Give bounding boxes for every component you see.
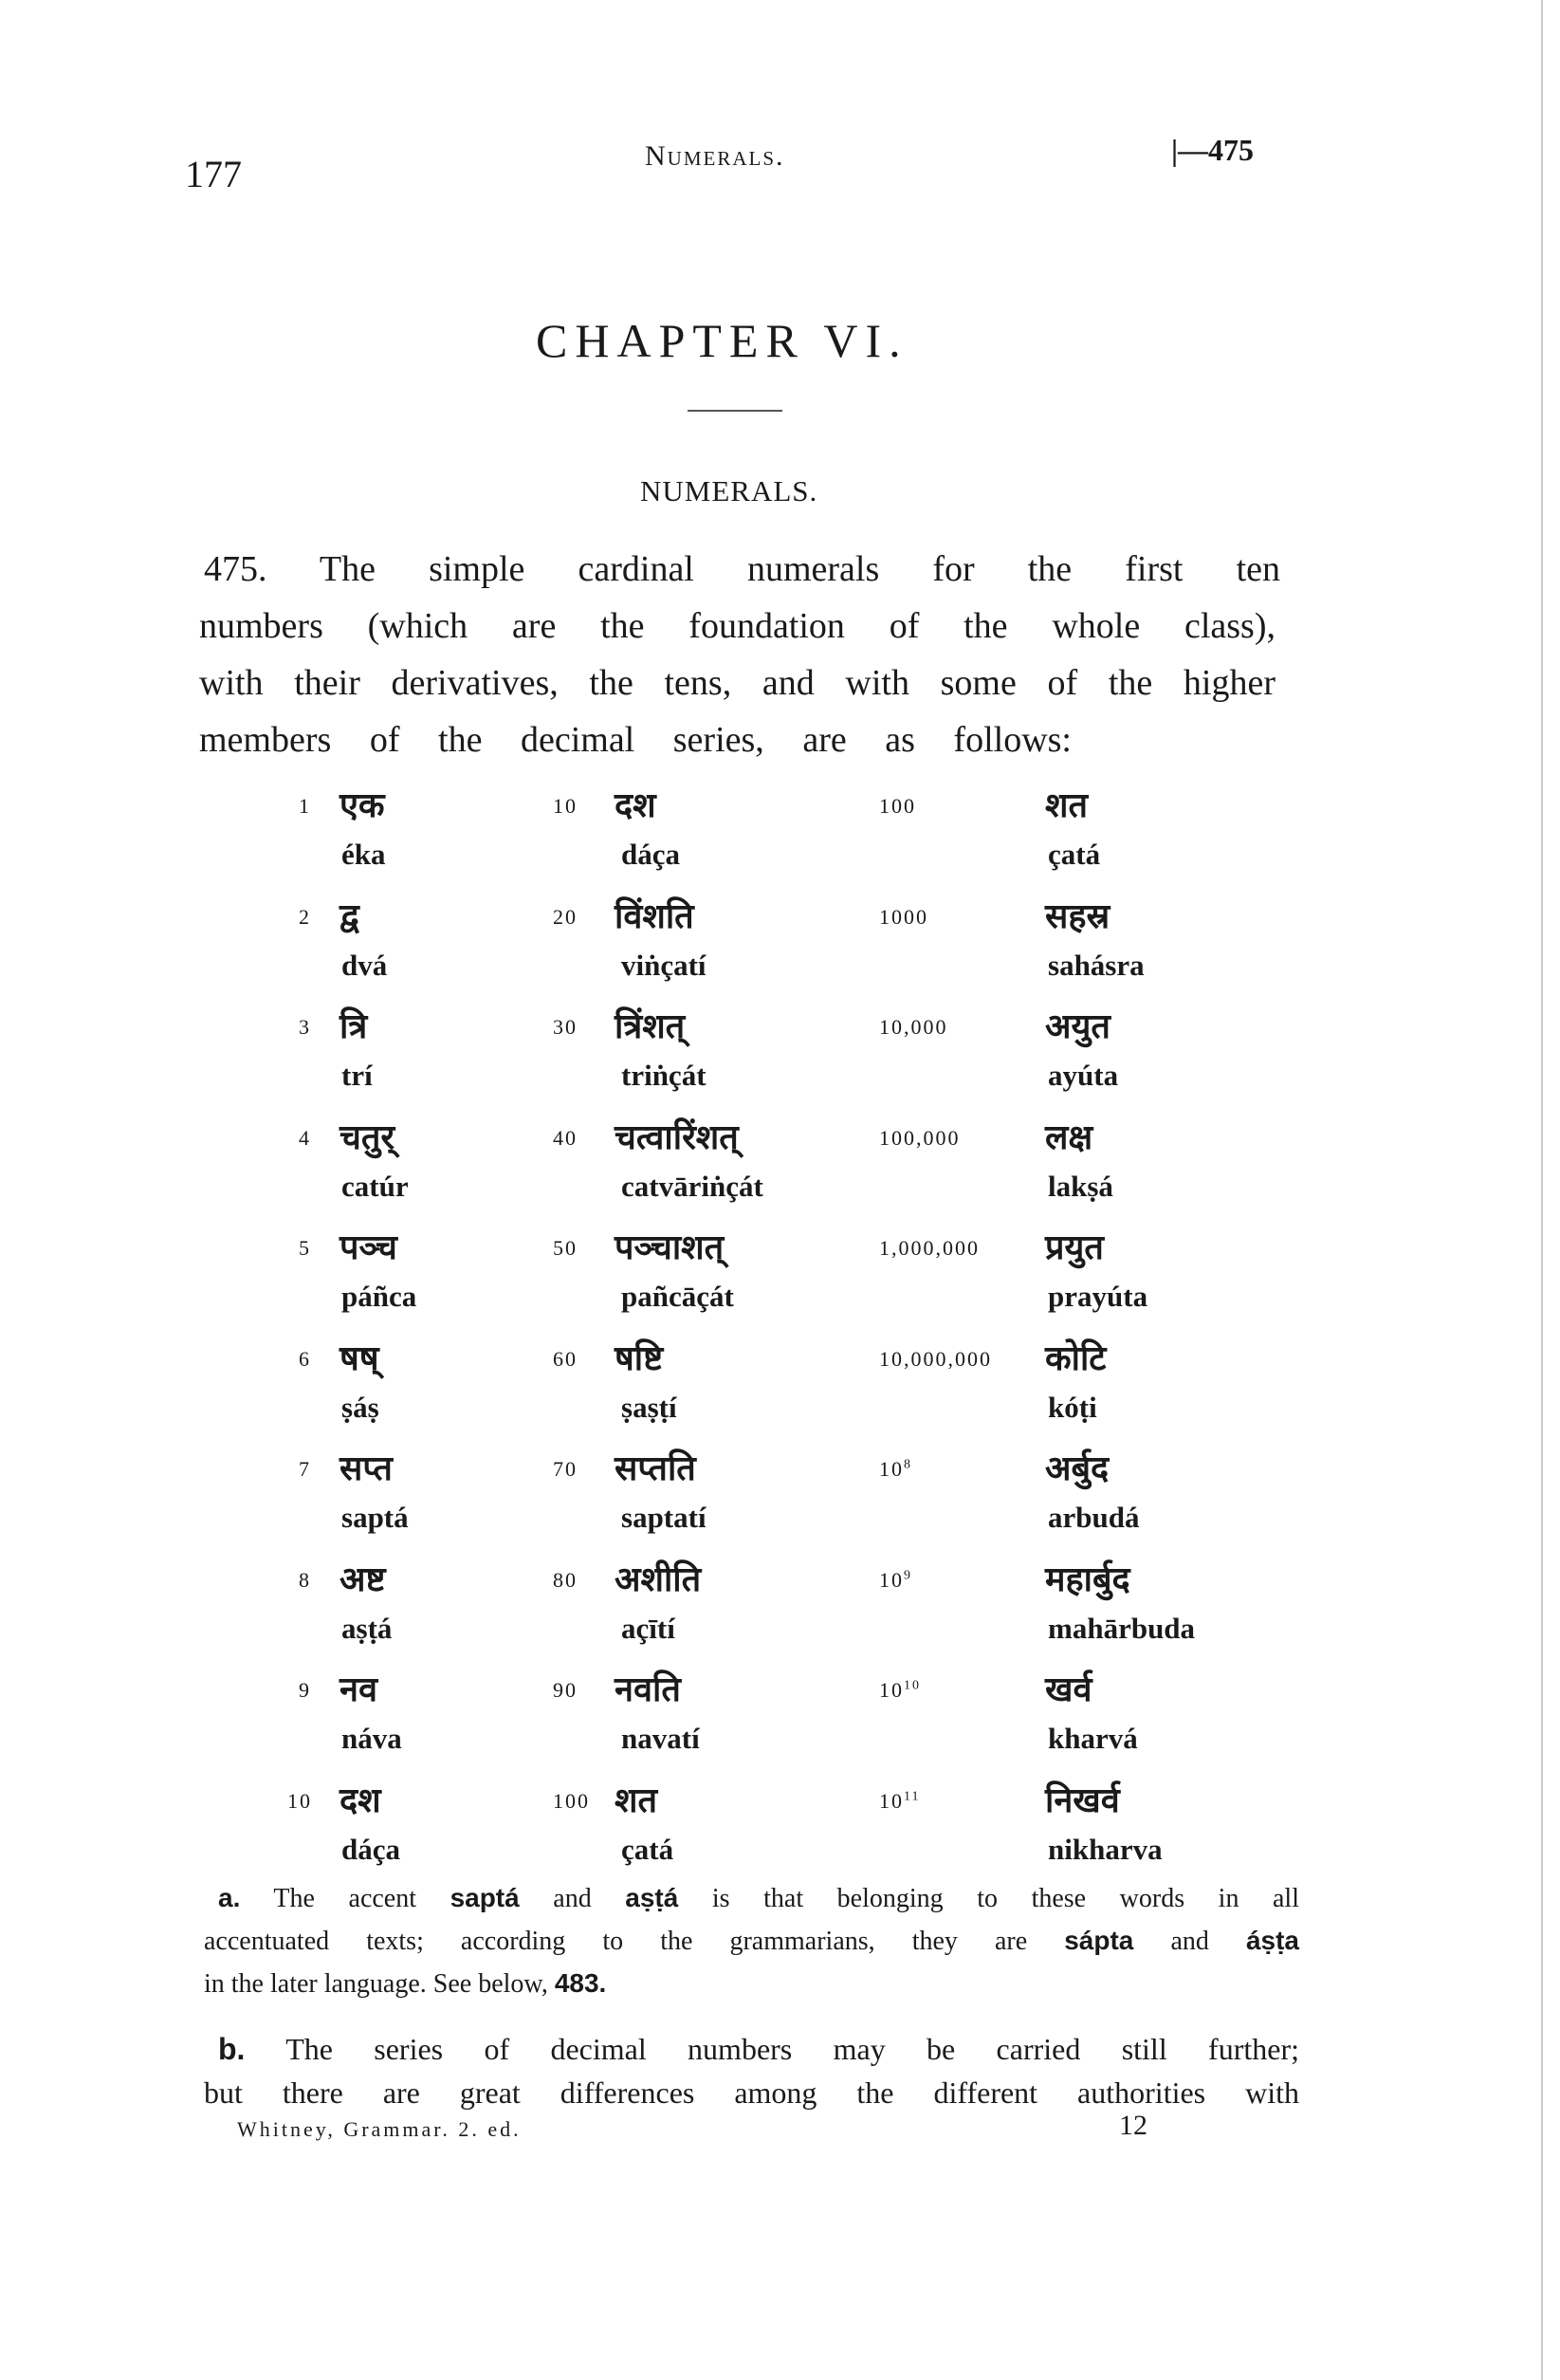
figure: 20 [553, 904, 578, 929]
devanagari-numeral: चतुर् [340, 1117, 395, 1157]
transliteration: lakṣá [1048, 1169, 1113, 1203]
text: and [1133, 1927, 1246, 1956]
devanagari-numeral: दश [615, 786, 656, 825]
figure: 10 [879, 1788, 904, 1813]
devanagari-numeral: चत्वारिंशत् [615, 1117, 739, 1157]
devanagari-numeral: खर्व [1045, 1670, 1092, 1709]
transliteration: dáça [621, 838, 680, 871]
note-b-line2: but there are great differences among the different authorities with [204, 2076, 1299, 2110]
devanagari-numeral: नवति [615, 1670, 681, 1709]
exponent: 11 [904, 1789, 921, 1804]
numeral-figure [879, 794, 916, 819]
numeral-figure [879, 1457, 912, 1482]
intro-line: 475. The simple cardinal numerals for the first ten [204, 549, 1280, 589]
numeral-figure [879, 1678, 921, 1703]
note-label: a. [218, 1883, 241, 1912]
running-title: Numerals. [645, 140, 785, 172]
devanagari-numeral: दश [340, 1780, 381, 1820]
figure: 3 [299, 1015, 311, 1039]
transliteration: aṣṭá [341, 1611, 393, 1645]
figure: 100 [553, 1788, 590, 1813]
note-b-line1 [218, 2032, 1299, 2067]
term: saptá [450, 1883, 520, 1912]
note-a-line1 [218, 1883, 1299, 1914]
intro-line: members of the decimal series, are as follows: [199, 720, 1072, 760]
numeral-figure [299, 1678, 311, 1703]
term: sápta [1064, 1926, 1134, 1955]
devanagari-numeral: पञ्चाशत् [615, 1228, 725, 1267]
devanagari-numeral: लक्ष [1045, 1117, 1093, 1157]
figure: 1000 [879, 904, 928, 929]
transliteration: dvá [341, 948, 388, 982]
transliteration: páñca [341, 1280, 417, 1313]
text: and [519, 1884, 626, 1913]
devanagari-numeral: नव [340, 1670, 377, 1709]
devanagari-numeral: त्रि [340, 1007, 368, 1046]
signature-number: 12 [1119, 2110, 1147, 2141]
numeral-figure [553, 1126, 578, 1151]
figure: 1 [299, 794, 311, 818]
transliteration: saptá [341, 1501, 409, 1534]
section-link[interactable]: 483. [554, 1968, 607, 1998]
devanagari-numeral: कोटि [1045, 1338, 1107, 1378]
exponent: 9 [904, 1568, 912, 1583]
numeral-figure [879, 905, 928, 930]
transliteration: trí [341, 1059, 373, 1092]
devanagari-numeral: अष्ट [340, 1559, 386, 1599]
transliteration: dáça [341, 1832, 400, 1866]
transliteration: çatá [1048, 838, 1101, 871]
transliteration: nikharva [1048, 1832, 1163, 1866]
numeral-figure [553, 1568, 578, 1593]
text: is that belonging to these words in all [678, 1884, 1299, 1913]
figure: 6 [299, 1346, 311, 1371]
devanagari-numeral: निखर्व [1045, 1780, 1120, 1820]
numeral-figure [553, 1457, 578, 1482]
transliteration: catvāriṅçát [621, 1169, 763, 1203]
transliteration: ayúta [1048, 1059, 1119, 1092]
figure: 100,000 [879, 1125, 961, 1150]
page-edge [1541, 0, 1543, 2380]
figure: 70 [553, 1457, 578, 1481]
devanagari-numeral: अर्बुद [1045, 1449, 1110, 1488]
transliteration: kóṭi [1048, 1390, 1097, 1424]
transliteration: pañcāçát [621, 1280, 734, 1313]
transliteration: viṅçatí [621, 948, 707, 982]
figure: 10 [879, 1567, 904, 1592]
numeral-figure [553, 794, 578, 819]
note-label: b. [218, 2032, 246, 2066]
transliteration: çatá [621, 1832, 674, 1866]
figure: 8 [299, 1567, 311, 1592]
transliteration: mahārbuda [1048, 1611, 1196, 1645]
transliteration: ṣáṣ [341, 1390, 379, 1424]
note-a-line3 [204, 1968, 606, 2000]
devanagari-numeral: त्रिंशत् [615, 1007, 686, 1046]
numeral-figure [287, 1789, 312, 1814]
numeral-figure [299, 1568, 311, 1593]
devanagari-numeral: अयुत [1045, 1007, 1110, 1046]
transliteration: ṣaṣṭí [621, 1390, 677, 1424]
numeral-figure [553, 1236, 578, 1261]
devanagari-numeral: षष् [340, 1338, 379, 1378]
figure: 4 [299, 1125, 311, 1150]
transliteration: triṅçát [621, 1059, 707, 1092]
chapter-title: CHAPTER VI. [536, 314, 908, 367]
numeral-figure [299, 1015, 311, 1040]
figure: 9 [299, 1678, 311, 1702]
transliteration: navatí [621, 1722, 700, 1755]
numeral-figure [879, 1015, 948, 1040]
devanagari-numeral: अशीति [615, 1559, 702, 1599]
transliteration: catúr [341, 1169, 409, 1203]
figure: 100 [879, 794, 916, 818]
figure: 60 [553, 1346, 578, 1371]
text: The series of decimal numbers may be carried still further; [245, 2032, 1299, 2066]
numeral-figure [299, 1126, 311, 1151]
devanagari-numeral: द्व [340, 896, 359, 936]
figure: 10 [553, 794, 578, 818]
transliteration: kharvá [1048, 1722, 1138, 1755]
figure: 1,000,000 [879, 1236, 980, 1260]
transliteration: arbudá [1048, 1501, 1140, 1534]
numeral-figure [299, 905, 311, 930]
figure: 10 [287, 1788, 312, 1813]
transliteration: prayúta [1048, 1280, 1148, 1313]
numeral-figure [879, 1568, 912, 1593]
intro-line: numbers (which are the foundation of the whole class), [199, 606, 1276, 646]
devanagari-numeral: सप्त [340, 1449, 393, 1488]
figure: 90 [553, 1678, 578, 1702]
page-number: 177 [185, 153, 242, 195]
numeral-figure [299, 1347, 311, 1372]
footer-signature: Whitney, Grammar. 2. ed. [237, 2117, 522, 2141]
devanagari-numeral: एक [340, 786, 385, 825]
figure: 5 [299, 1236, 311, 1260]
figure: 10,000 [879, 1015, 948, 1039]
transliteration: náva [341, 1722, 402, 1755]
figure: 50 [553, 1236, 578, 1260]
figure: 80 [553, 1567, 578, 1592]
devanagari-numeral: पञ्च [340, 1228, 397, 1267]
numeral-figure [553, 1015, 578, 1040]
note-a-line2 [204, 1926, 1299, 1957]
numeral-figure [299, 1236, 311, 1261]
figure: 40 [553, 1125, 578, 1150]
figure: 2 [299, 904, 311, 929]
devanagari-numeral: सप्तति [615, 1449, 696, 1488]
numeral-figure [553, 1678, 578, 1703]
numeral-figure [553, 1347, 578, 1372]
divider [688, 410, 782, 412]
numeral-figure [879, 1236, 980, 1261]
numeral-figure [879, 1789, 920, 1814]
figure: 10 [879, 1457, 904, 1481]
devanagari-numeral: प्रयुत [1045, 1228, 1104, 1267]
figure: 7 [299, 1457, 311, 1481]
figure: 10,000,000 [879, 1346, 992, 1371]
devanagari-numeral: सहस्र [1045, 896, 1110, 936]
term: áṣṭa [1245, 1926, 1299, 1955]
numeral-figure [879, 1126, 961, 1151]
text: accentuated texts; according to the grammarians, they are [204, 1927, 1065, 1956]
figure: 10 [879, 1678, 904, 1702]
transliteration: saptatí [621, 1501, 707, 1534]
devanagari-numeral: विंशति [615, 896, 694, 936]
numeral-figure [553, 905, 578, 930]
section-heading: NUMERALS. [640, 474, 818, 507]
numeral-figure [553, 1789, 590, 1814]
figure: 30 [553, 1015, 578, 1039]
transliteration: sahásra [1048, 948, 1145, 982]
devanagari-numeral: शत [615, 1780, 658, 1820]
numeral-figure [299, 794, 311, 819]
exponent: 8 [904, 1457, 912, 1472]
section-reference: |—475 [1171, 133, 1255, 167]
numeral-figure [299, 1457, 311, 1482]
intro-line: with their derivatives, the tens, and with some of the higher [199, 663, 1276, 703]
devanagari-numeral: षष्टि [615, 1338, 664, 1378]
transliteration: éka [341, 838, 386, 871]
text: in the later language. See below, [204, 1969, 555, 1999]
exponent: 10 [904, 1678, 921, 1693]
devanagari-numeral: शत [1045, 786, 1089, 825]
devanagari-numeral: महार्बुद [1045, 1559, 1130, 1599]
numeral-figure [879, 1347, 992, 1372]
text: The accent [240, 1884, 450, 1913]
term: aṣṭá [625, 1883, 679, 1912]
transliteration: açītí [621, 1611, 675, 1645]
